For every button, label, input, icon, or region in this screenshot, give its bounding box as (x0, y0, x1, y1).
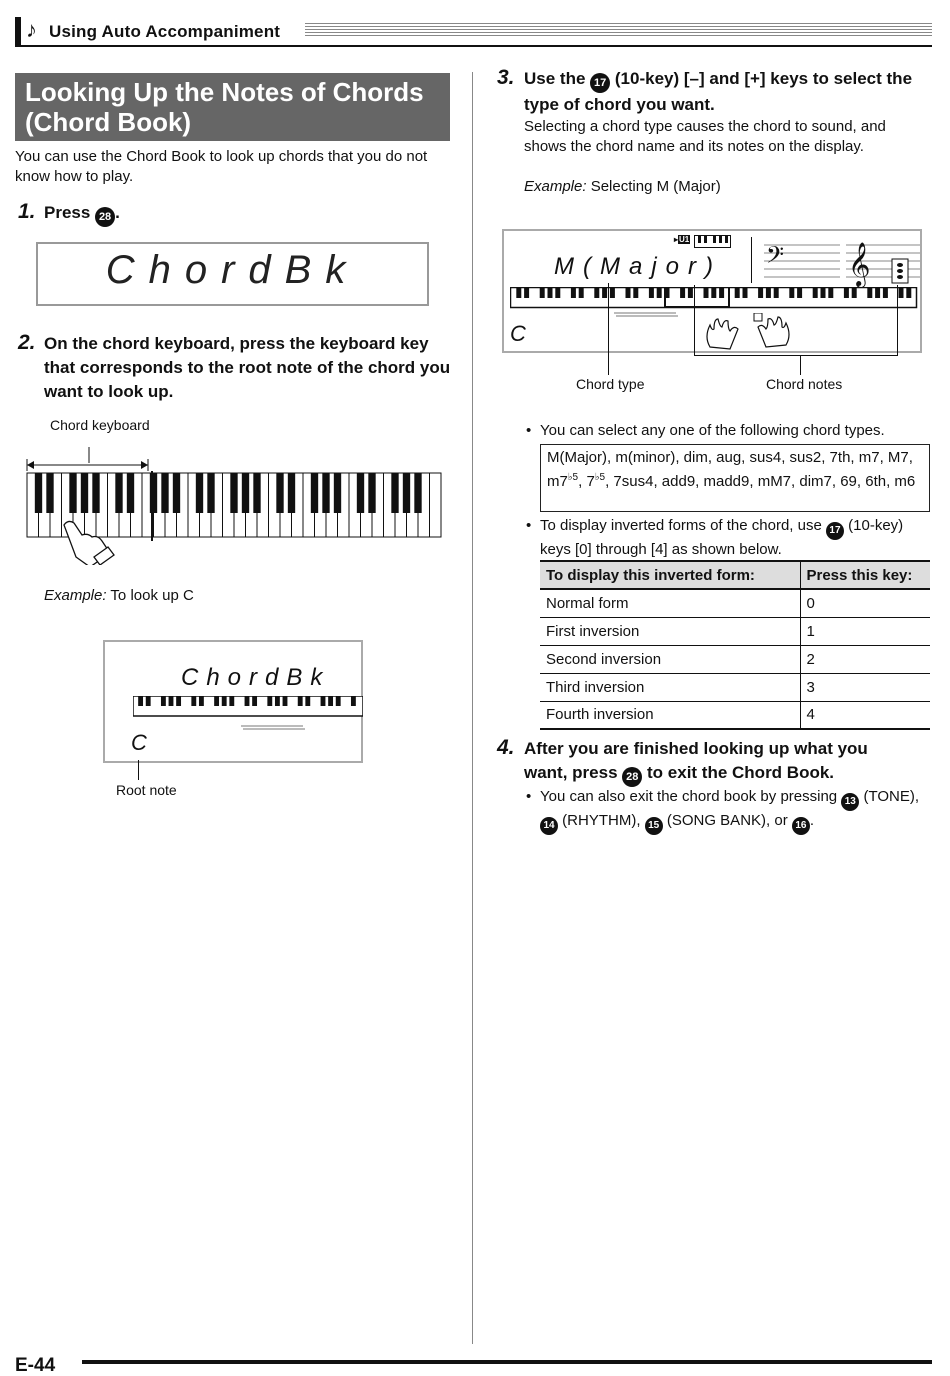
music-staff (764, 241, 920, 287)
button-17-badge: 17 (590, 73, 610, 93)
black-key (555, 288, 560, 298)
button-17-badge: 17 (826, 522, 844, 540)
bullet-dot: • (526, 517, 532, 534)
lcd-display-root (103, 640, 363, 763)
lcd-root-note: C (131, 730, 147, 755)
lcd-display-chordbook (36, 242, 429, 306)
lcd-tag: ▸U1 (674, 235, 690, 244)
chord-notes-leader (800, 355, 801, 375)
table-cell: 3 (800, 673, 930, 701)
lcd-text: ChordBk (181, 664, 331, 691)
black-key (602, 288, 607, 298)
black-key (351, 696, 356, 706)
table-cell: 2 (800, 645, 930, 673)
intro-text: You can use the Chord Book to look up chords that you do not know how to play. (15, 148, 428, 185)
piano-keys (27, 473, 441, 537)
lcd-keyboard (133, 696, 363, 732)
music-note-icon: ♪ (26, 17, 37, 42)
black-key (230, 473, 237, 513)
black-key (852, 288, 857, 298)
black-key (844, 288, 849, 298)
step2-text: On the chord keyboard, press the keyboard key that corresponds to the root note of the chord you want to look up. (44, 334, 451, 401)
black-key (92, 473, 99, 513)
keyboard-mini-icon (694, 235, 732, 249)
black-key (797, 288, 802, 298)
black-key (789, 288, 794, 298)
black-key (368, 473, 375, 513)
step1-number: 1. (18, 200, 36, 223)
black-key (146, 696, 151, 706)
black-key (391, 473, 398, 513)
lcd-text: ChordBk (105, 248, 360, 292)
black-key (548, 288, 553, 298)
rhythm-text: (RHYTHM), (562, 812, 641, 829)
root-note-caption: Root note (116, 782, 177, 798)
black-key (357, 473, 364, 513)
chord-notes-caption: Chord notes (766, 376, 843, 392)
black-key (69, 473, 76, 513)
table-cell: 4 (800, 701, 930, 729)
black-key (610, 288, 615, 298)
treble-clef-icon: 𝄞 (848, 242, 871, 286)
black-key (46, 473, 53, 513)
section-title-line1: Looking Up the Notes of Chords (25, 77, 424, 107)
lcd-divider (751, 237, 752, 283)
flat5-superscript: ♭5 (567, 472, 579, 483)
table-cell: 1 (800, 617, 930, 645)
black-key (311, 473, 318, 513)
table-row (540, 701, 930, 729)
black-key (758, 288, 763, 298)
black-key (813, 288, 818, 298)
table-header-cell: To display this inverted form: (540, 561, 800, 589)
black-key (229, 696, 234, 706)
step3-text (524, 67, 924, 117)
black-key (626, 288, 631, 298)
black-key (222, 696, 227, 706)
black-key (899, 288, 904, 298)
black-key (191, 696, 196, 706)
black-key (199, 696, 204, 706)
black-key (414, 473, 421, 513)
bullet-text: You can select any one of the following chord types. (540, 422, 885, 439)
black-key (743, 288, 748, 298)
step4-text-b: to exit the Chord Book. (647, 763, 835, 782)
table-row (540, 645, 930, 673)
black-key (169, 696, 174, 706)
chord-notes-bracket-right (897, 285, 898, 355)
black-key (127, 473, 134, 513)
black-key (322, 473, 329, 513)
white-key (430, 473, 442, 537)
page-number: E-44 (15, 1355, 56, 1376)
step4-number: 4. (497, 736, 515, 759)
button-13-badge: 13 (841, 793, 859, 811)
black-key (298, 696, 303, 706)
chord-notes-bracket-left (694, 285, 695, 355)
black-key (403, 473, 410, 513)
black-key (267, 696, 272, 706)
black-key (828, 288, 833, 298)
step3-number: 3. (497, 66, 515, 89)
header-rule (21, 45, 932, 47)
lcd-keyboard (510, 287, 918, 309)
chord-type-leader (608, 283, 609, 375)
black-key (821, 288, 826, 298)
step3-text-a: Use the (524, 69, 586, 88)
black-key (283, 696, 288, 706)
step2-number: 2. (18, 331, 36, 354)
keyboard-illustration (24, 445, 444, 565)
types-text-b: , 7 (578, 473, 595, 490)
step3-example (524, 177, 721, 197)
button-14-badge: 14 (540, 817, 558, 835)
step4-text (524, 737, 914, 787)
step1-suffix: . (115, 203, 120, 222)
black-key (649, 288, 654, 298)
button-28-badge: 28 (95, 207, 115, 227)
black-key (906, 288, 911, 298)
step1-label: Press (44, 203, 91, 222)
black-key (161, 473, 168, 513)
types-text-c: , 7sus4, add9, madd9, mM7, dim7, 69, 6th, m6 (605, 473, 916, 490)
black-key (253, 473, 260, 513)
period-text: . (809, 812, 815, 829)
bullet-dot: • (526, 422, 532, 439)
footer-rule (82, 1360, 932, 1364)
lcd-chord-name: M(Major) (554, 253, 722, 280)
step3-text-b: (10-key) [–] and [+] keys to select the type of chord you want. (524, 69, 913, 114)
black-key (633, 288, 638, 298)
black-key (524, 288, 529, 298)
lcd-dash-indicator (614, 310, 684, 318)
column-divider (472, 72, 473, 1344)
bullet-dot: • (526, 788, 532, 805)
table-cell: Third inversion (540, 673, 800, 701)
black-key (288, 473, 295, 513)
step1-text (44, 201, 120, 227)
black-key (81, 473, 88, 513)
black-key (883, 288, 888, 298)
black-key (704, 288, 709, 298)
button-16-badge: 16 (792, 817, 810, 835)
flat5-superscript: ♭5 (594, 472, 606, 483)
black-key (711, 288, 716, 298)
black-key (516, 288, 521, 298)
bullet-inversions (526, 516, 935, 560)
table-cell: Second inversion (540, 645, 800, 673)
bass-clef-icon: 𝄢 (766, 241, 785, 274)
black-key (252, 696, 257, 706)
black-key (328, 696, 333, 706)
header-title: Using Auto Accompaniment (49, 22, 281, 41)
example-label: Example: (44, 587, 107, 604)
bullet-text-a: To display inverted forms of the chord, use (540, 517, 822, 534)
header-staff-lines (305, 23, 932, 37)
black-key (334, 473, 341, 513)
table-header-cell: Press this key: (800, 561, 930, 589)
table-row (540, 617, 930, 645)
black-key (214, 696, 219, 706)
bullet-text-b: (10-key) keys [0] through [4] as shown below. (540, 517, 904, 558)
hands-icon (700, 313, 820, 351)
chord-notes-bracket-bottom (694, 355, 898, 356)
black-key (579, 288, 584, 298)
button-15-badge: 15 (645, 817, 663, 835)
black-key (719, 288, 724, 298)
songbank-text: (SONG BANK), or (666, 812, 788, 829)
table-row (540, 673, 930, 701)
black-key (115, 473, 122, 513)
black-key (161, 696, 166, 706)
black-key (875, 288, 880, 298)
black-key (275, 696, 280, 706)
example-text: To look up C (106, 587, 194, 604)
black-key (138, 696, 143, 706)
bullet-text: You can also exit the chord book by pressing (540, 788, 838, 805)
lcd-tag-label: U1 (679, 235, 690, 244)
types-text-a: M(Major), m(minor), dim, aug, sus4, sus2, 7th, m7, M7, m7 (547, 449, 913, 490)
tone-text: (TONE), (863, 788, 920, 805)
table-cell: Fourth inversion (540, 701, 800, 729)
black-key (207, 473, 214, 513)
black-key (657, 288, 662, 298)
black-key (305, 696, 310, 706)
black-key (735, 288, 740, 298)
bullet-chord-types (526, 421, 885, 441)
header-bar (15, 17, 21, 47)
black-key (867, 288, 872, 298)
page-header (15, 17, 932, 47)
table-row (540, 589, 930, 617)
black-key (321, 696, 326, 706)
black-key (688, 288, 693, 298)
black-key (150, 473, 157, 513)
bullet-exit (526, 787, 935, 835)
black-key (766, 288, 771, 298)
button-28-badge: 28 (622, 767, 642, 787)
example-label: Example: (524, 178, 587, 195)
step3-body: Selecting a chord type causes the chord to sound, and shows the chord name and its notes on the display. (524, 118, 886, 155)
black-key (774, 288, 779, 298)
example-text: Selecting M (Major) (586, 178, 721, 195)
table-cell: Normal form (540, 589, 800, 617)
black-key (35, 473, 42, 513)
black-key (336, 696, 341, 706)
lcd-display-major (502, 229, 922, 353)
section-title (15, 73, 450, 141)
black-key (196, 473, 203, 513)
black-key (276, 473, 283, 513)
chord-keyboard-caption: Chord keyboard (50, 417, 150, 433)
black-key (176, 696, 181, 706)
step4-text-a: After you are finished looking up what you want, press (524, 739, 868, 782)
step2-example (44, 586, 194, 606)
section-title-line2: (Chord Book) (25, 107, 192, 137)
table-cell: First inversion (540, 617, 800, 645)
inversion-table (540, 560, 930, 730)
table-cell: 0 (800, 589, 930, 617)
black-key (571, 288, 576, 298)
black-key (594, 288, 599, 298)
chord-types-box (540, 444, 930, 512)
table-header-row (540, 561, 930, 589)
root-note-leader (138, 760, 139, 780)
chord-type-caption: Chord type (576, 376, 645, 392)
black-key (680, 288, 685, 298)
black-key (173, 473, 180, 513)
black-key (242, 473, 249, 513)
black-key (245, 696, 250, 706)
lcd-root-note: C (510, 321, 526, 346)
black-key (540, 288, 545, 298)
